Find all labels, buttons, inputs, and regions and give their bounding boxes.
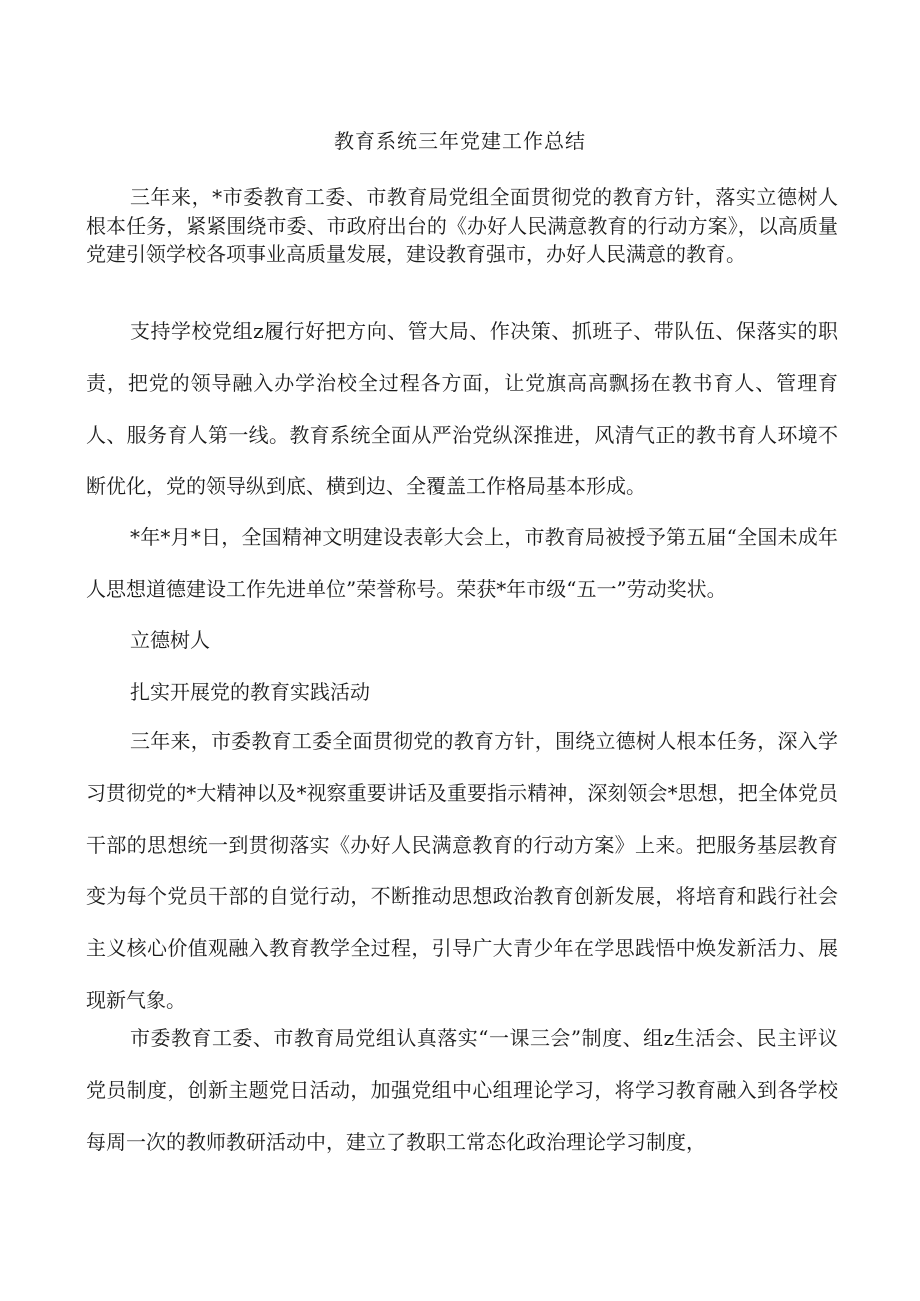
section-heading: 立德树人 <box>130 628 210 652</box>
paragraph-honors: *年*月*日，全国精神文明建设表彰大会上，市教育局被授予第五届“全国未成年人思想道德建设工作先进单位”荣誉称号。荣获*年市级“五一”劳动奖状。 <box>86 525 838 601</box>
paragraph-practice-activities: 三年来，市委教育工委全面贯彻党的教育方针，围绕立德树人根本任务，深入学习贯彻党的*大精神以及*视察重要讲话及重要指示精神，深刻领会*思想，把全体党员干部的思想统一到贯彻落实《办好人民满意教育的行动方案》上来。把服务基层教育变为每个党员干部的自觉行动，不断推动思想政治教育创新发展，将培育和践行社会主义核心价值观融入教育教学全过程，引导广大青少年在学思践悟中焕发新活力、展现新气象。 <box>86 729 838 1012</box>
document-title: 教育系统三年党建工作总结 <box>334 129 586 153</box>
subsection-heading: 扎实开展党的教育实践活动 <box>130 680 370 704</box>
paragraph-study-system: 市委教育工委、市教育局党组认真落实“一课三会”制度、组z生活会、民主评议党员制度，创新主题党日活动，加强党组中心组理论学习，将学习教育融入到各学校每周一次的教师教研活动中，建立了教职工常态化政治理论学习制度， <box>86 1026 838 1154</box>
paragraph-party-leadership: 支持学校党组z履行好把方向、管大局、作决策、抓班子、带队伍、保落实的职责，把党的领导融入办学治校全过程各方面，让党旗高高飘扬在教书育人、管理育人、服务育人第一线。教育系统全面从严治党纵深推进，风清气正的教书育人环境不断优化，党的领导纵到底、横到边、全覆盖工作格局基本形成。 <box>86 319 838 499</box>
paragraph-intro: 三年来，*市委教育工委、市教育局党组全面贯彻党的教育方针，落实立德树人根本任务，紧紧围绕市委、市政府出台的《办好人民满意教育的行动方案》，以高质量党建引领学校各项事业高质量发展，建设教育强市，办好人民满意的教育。 <box>86 185 838 267</box>
